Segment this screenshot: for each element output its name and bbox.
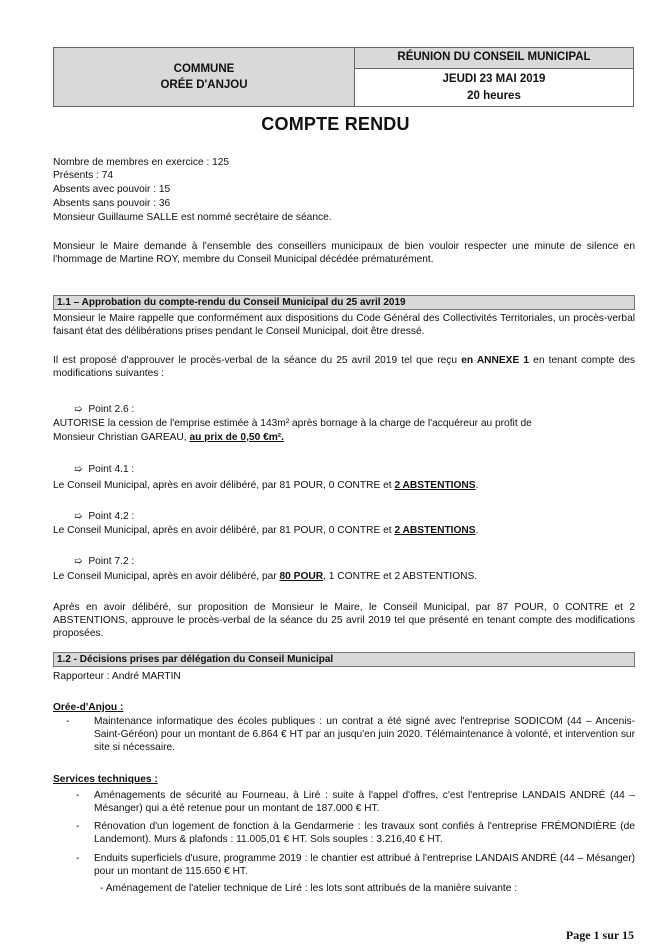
absent-noproxy-count: Absents sans pouvoir : 36 <box>53 198 171 209</box>
point-7-2-end: , 1 CONTRE et 2 ABSTENTIONS. <box>323 571 478 582</box>
header-table <box>53 47 634 107</box>
point-2-6-buyer: Monsieur Christian GAREAU, <box>53 432 190 443</box>
arrow-icon: ➯ <box>74 511 83 522</box>
approval-conclusion-paragraph: Après en avoir délibéré, sur proposition de Monsieur le Maire, le Conseil Municipal, par 87 POUR, 0 CONTRE et 2 ABSTENTIONS, approuve le procès-verbal de la séance du 25 avril 2019 tel que présenté en tenant compte des modifications proposées. <box>53 602 635 640</box>
section-heading-1-1: 1.1 – Approbation du compte-rendu du Conseil Municipal du 25 avril 2019 <box>53 295 635 310</box>
point-4-1-label: Point 4.1 : <box>88 464 135 475</box>
oree-item-text: Maintenance informatique des écoles publiques : un contrat a été signé avec l'entreprise SODICOM (44 – Ancenis-Saint-Géréon) pour un montant de 6.864 € HT par an jusqu'en juin 2020. Télémaintenance à volonté, et intervention sur site si nécessaire. <box>94 716 635 754</box>
point-7-2-label: Point 7.2 : <box>88 556 135 567</box>
point-7-2-heading <box>74 555 134 568</box>
point-4-1-abstentions: 2 ABSTENTIONS <box>394 480 476 491</box>
services-item-1 <box>76 789 635 815</box>
meeting-time: 20 heures <box>467 89 521 102</box>
present-count: Présents : 74 <box>53 170 114 181</box>
absent-proxy-count: Absents avec pouvoir : 15 <box>53 184 171 195</box>
silence-paragraph: Monsieur le Maire demande à l'ensemble des conseillers municipaux de bien vouloir respecter une minute de silence en l'hommage de Martine ROY, membre du Conseil Municipal décédée prématurément. <box>53 241 635 266</box>
members-count: Nombre de membres en exercice : 125 <box>53 157 230 168</box>
point-2-6-text-1: AUTORISE la cession de l'emprise estimée à 143m² après bornage à la charge de l'acquéreur au profit de <box>53 418 532 429</box>
commune-line2: ORÉE D'ANJOU <box>160 79 248 91</box>
services-item-2 <box>76 820 635 846</box>
annex-reference: en ANNEXE 1 <box>461 355 530 366</box>
services-item-2-text: Rénovation d'un logement de fonction à la Gendarmerie : les travaux sont confiés à l'entreprise FRÉMONDIÈRE (de Landemont). Murs & plafonds : 11.005,01 € HT. Sols souples : 3.216,40 € HT. <box>94 821 635 846</box>
point-4-2-heading <box>74 510 134 523</box>
point-7-2-vote: Le Conseil Municipal, après en avoir délibéré, par <box>53 571 280 582</box>
dash-bullet: - <box>100 883 104 894</box>
point-4-1-heading <box>74 463 134 476</box>
rapporteur-line: Rapporteur : André MARTIN <box>53 671 181 682</box>
commune-line1: COMMUNE <box>173 63 235 75</box>
point-4-1-text <box>53 479 478 492</box>
dash-bullet: - <box>76 853 80 864</box>
services-item-3 <box>76 852 635 878</box>
dash-bullet: - <box>76 790 80 801</box>
services-sub-item-text: Aménagement de l'atelier technique de Liré : les lots sont attribués de la manière suivante : <box>105 883 518 894</box>
point-2-6-label: Point 2.6 : <box>88 404 135 415</box>
point-7-2-text <box>53 570 477 583</box>
point-4-1-end: . <box>475 480 479 491</box>
meeting-title: RÉUNION DU CONSEIL MUNICIPAL <box>355 48 633 69</box>
point-4-2-end: . <box>475 525 479 536</box>
page-title: COMPTE RENDU <box>261 114 410 134</box>
point-4-2-abstentions: 2 ABSTENTIONS <box>394 525 476 536</box>
arrow-icon: ➯ <box>74 556 83 567</box>
dash-bullet: - <box>76 821 80 832</box>
services-heading: Services techniques : <box>53 774 158 785</box>
point-2-6-heading <box>74 403 134 416</box>
meeting-date: JEUDI 23 MAI 2019 <box>442 72 546 85</box>
minutes-paragraph: Monsieur le Maire rappelle que conformément aux dispositions du Code Général des Collectivités Territoriales, un procès-verbal faisant état des délibérations prises pendant le Conseil Municipal, doit être dressé. <box>53 313 635 338</box>
meeting-cell <box>355 48 633 106</box>
approval-proposal-paragraph <box>53 354 635 380</box>
point-4-1-vote: Le Conseil Municipal, après en avoir délibéré, par 81 POUR, 0 CONTRE et <box>53 480 395 491</box>
arrow-icon: ➯ <box>74 464 83 475</box>
point-4-2-vote: Le Conseil Municipal, après en avoir délibéré, par 81 POUR, 0 CONTRE et <box>53 525 395 536</box>
arrow-icon: ➯ <box>74 404 83 415</box>
proposal-text-end: en tenant compte des modifications suivantes : <box>53 355 636 380</box>
section-heading-1-2: 1.2 - Décisions prises par délégation du Conseil Municipal <box>53 652 635 667</box>
point-2-6-price: au prix de 0,50 €m². <box>189 432 285 443</box>
proposal-text: Il est proposé d'approuver le procès-verbal de la séance du 25 avril 2019 tel que reçu <box>53 355 462 366</box>
page-number: Page 1 sur 15 <box>565 928 634 942</box>
meeting-datetime <box>355 69 633 106</box>
services-item-3-text: Enduits superficiels d'usure, programme 2019 : le chantier est attribué à l'entreprise LANDAIS ANDRÉ (44 – Mésanger) pour un montant de 115.650 € HT. <box>94 853 635 878</box>
oree-heading: Orée-d'Anjou : <box>53 702 124 713</box>
commune-cell <box>54 48 355 106</box>
oree-item <box>66 715 635 755</box>
point-4-2-label: Point 4.2 : <box>88 511 135 522</box>
point-7-2-pour: 80 POUR <box>279 571 324 582</box>
services-sub-item <box>100 882 517 895</box>
point-2-6-text-2 <box>53 431 284 444</box>
secretary-line: Monsieur Guillaume SALLE est nommé secrétaire de séance. <box>53 212 332 223</box>
services-item-1-text: Aménagements de sécurité au Fourneau, à Liré : suite à l'appel d'offres, c'est l'entreprise LANDAIS ANDRÉ (44 – Mésanger) qui a été retenue pour un montant de 187.000 € HT. <box>94 790 635 815</box>
dash-bullet: - <box>66 716 70 727</box>
point-4-2-text <box>53 524 478 537</box>
